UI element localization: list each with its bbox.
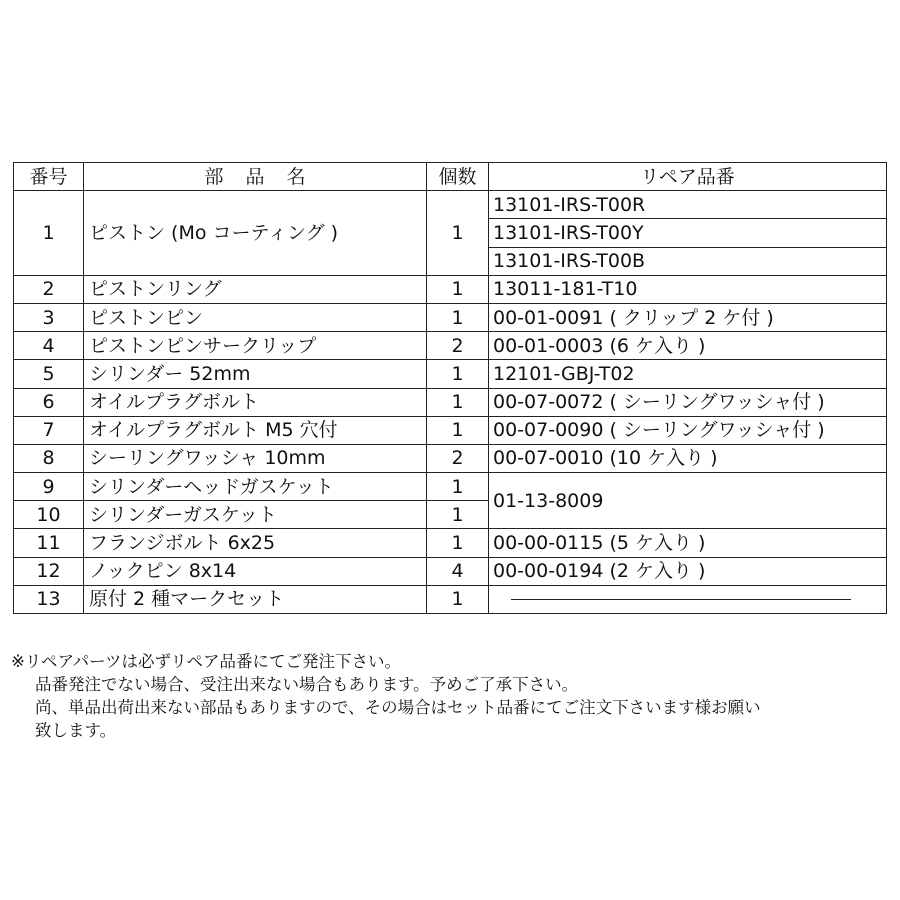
- row-repair-number: 00-07-0010 (10 ケ入り ): [489, 444, 887, 472]
- row-quantity: 4: [427, 557, 489, 585]
- row-number: 3: [14, 303, 84, 331]
- row-part-name: ノックピン 8x14: [84, 557, 427, 585]
- row-repair-number: 12101-GBJ-T02: [489, 360, 887, 388]
- table-row: [14, 332, 887, 360]
- row-number: 2: [14, 275, 84, 303]
- row-quantity: 1: [427, 303, 489, 331]
- table-row: [14, 303, 887, 331]
- header-quantity: 個数: [427, 163, 489, 191]
- row-repair-number: 13101-IRS-T00R: [489, 191, 887, 219]
- row-number: 11: [14, 529, 84, 557]
- row-repair-number: 00-00-0194 (2 ケ入り ): [489, 557, 887, 585]
- row-number: 10: [14, 501, 84, 529]
- table-row: [14, 585, 887, 613]
- row-part-name: シリンダー 52mm: [84, 360, 427, 388]
- table-header-row: [14, 163, 887, 191]
- note-line: 致します。: [35, 721, 117, 740]
- row-number: 8: [14, 444, 84, 472]
- row-number: 12: [14, 557, 84, 585]
- parts-table: [13, 162, 887, 614]
- row-part-name: ピストンリング: [84, 275, 427, 303]
- row-number: 7: [14, 416, 84, 444]
- row-part-name: オイルプラグボルト M5 穴付: [84, 416, 427, 444]
- row-part-name: オイルプラグボルト: [84, 388, 427, 416]
- header-number: 番号: [14, 163, 84, 191]
- row-part-name: ピストンピンサークリップ: [84, 332, 427, 360]
- table-row: [14, 557, 887, 585]
- row-part-name: ピストンピン: [84, 303, 427, 331]
- row-number: 6: [14, 388, 84, 416]
- row-number: 1: [14, 191, 84, 276]
- note-line: 品番発注でない場合、受注出来ない場合もあります。予めご了承下さい。: [35, 675, 579, 694]
- table-row: [14, 275, 887, 303]
- row-repair-number: 00-01-0003 (6 ケ入り ): [489, 332, 887, 360]
- row-number: 9: [14, 473, 84, 501]
- row-quantity: 1: [427, 473, 489, 501]
- row-repair-number: 00-00-0115 (5 ケ入り ): [489, 529, 887, 557]
- row-repair-number-none: [489, 585, 887, 613]
- note-line: 尚、単品出荷出来ない部品もありますので、その場合はセット品番にてご注文下さいます様お願い: [35, 698, 761, 717]
- row-repair-number: 13011-181-T10: [489, 275, 887, 303]
- header-part-name: 部品名: [84, 163, 427, 191]
- row-part-name: シリンダーガスケット: [84, 501, 427, 529]
- row-repair-number: 13101-IRS-T00B: [489, 247, 887, 275]
- table-row: [14, 191, 887, 219]
- no-repair-dash: [511, 599, 851, 600]
- table-row: [14, 416, 887, 444]
- table-row: [14, 529, 887, 557]
- table-row: [14, 444, 887, 472]
- row-quantity: 1: [427, 501, 489, 529]
- row-part-name: シーリングワッシャ 10mm: [84, 444, 427, 472]
- row-number: 5: [14, 360, 84, 388]
- row-quantity: 1: [427, 388, 489, 416]
- row-number: 4: [14, 332, 84, 360]
- table-row: [14, 360, 887, 388]
- order-notes: [11, 650, 871, 742]
- header-repair-number: リペア品番: [489, 163, 887, 191]
- row-part-name: フランジボルト 6x25: [84, 529, 427, 557]
- row-part-name: シリンダーヘッドガスケット: [84, 473, 427, 501]
- row-quantity: 1: [427, 360, 489, 388]
- row-quantity: 1: [427, 585, 489, 613]
- row-quantity: 1: [427, 275, 489, 303]
- row-part-name: ピストン (Mo コーティング ): [84, 191, 427, 276]
- row-quantity: 1: [427, 529, 489, 557]
- row-repair-number: 00-07-0072 ( シーリングワッシャ付 ): [489, 388, 887, 416]
- table-row: [14, 388, 887, 416]
- note-line: ※リペアパーツは必ずリペア品番にてご発注下さい。: [11, 652, 402, 671]
- row-repair-number: 13101-IRS-T00Y: [489, 219, 887, 247]
- row-quantity: 2: [427, 444, 489, 472]
- row-repair-number: 00-07-0090 ( シーリングワッシャ付 ): [489, 416, 887, 444]
- row-part-name: 原付 2 種マークセット: [84, 585, 427, 613]
- row-quantity: 1: [427, 416, 489, 444]
- row-quantity: 1: [427, 191, 489, 276]
- row-repair-number: 01-13-8009: [489, 473, 887, 529]
- row-repair-number: 00-01-0091 ( クリップ 2 ケ付 ): [489, 303, 887, 331]
- row-quantity: 2: [427, 332, 489, 360]
- row-number: 13: [14, 585, 84, 613]
- table-row: [14, 473, 887, 501]
